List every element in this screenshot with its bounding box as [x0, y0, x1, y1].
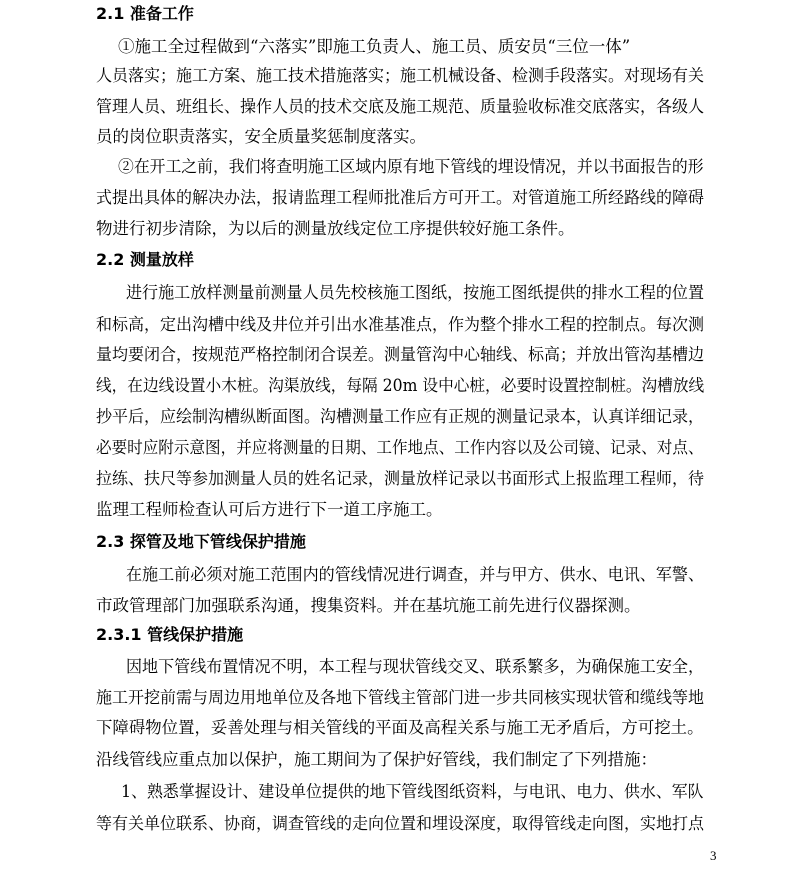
text-line: 等有关单位联系、协商，调查管线的走向位置和埋设深度，取得管线走向图，实地打点 [96, 814, 704, 833]
text-line: 人员落实；施工方案、施工技术措施落实；施工机械设备、检测手段落实。对现场有关 [96, 66, 704, 85]
section-heading-2-1: 2.1 准备工作 [96, 4, 194, 23]
text-line: 1、熟悉掌握设计、建设单位提供的地下管线图纸资料，与电讯、电力、供水、军队 [121, 782, 704, 801]
text-line: ②在开工之前，我们将查明施工区域内原有地下管线的埋设情况，并以书面报告的形 [118, 157, 704, 176]
text-line: 线，在边线设置小木桩。沟渠放线，每隔 20m 设中心桩，必要时设置控制桩。沟槽放线 [96, 376, 705, 395]
text-line: 因地下管线布置情况不明，本工程与现状管线交叉、联系繁多，为确保施工安全， [126, 657, 704, 676]
text-line: 式提出具体的解决办法，报请监理工程师批准后方可开工。对管道施工所经路线的障碍 [96, 188, 704, 207]
text-line: 沿线管线应重点加以保护，施工期间为了保护好管线，我们制定了下列措施： [96, 750, 657, 769]
text-line: 量均要闭合，按规范严格控制闭合误差。测量管沟中心轴线、标高；并放出管沟基槽边 [96, 345, 704, 364]
text-line: 必要时应附示意图，并应将测量的日期、工作地点、工作内容以及公司镜、记录、对点、 [96, 438, 704, 457]
text-line: 市政管理部门加强联系沟通，搜集资料。并在基坑施工前先进行仪器探测。 [96, 596, 641, 615]
section-heading-2-2: 2.2 测量放样 [96, 250, 194, 269]
text-line: 下障碍物位置，妥善处理与相关管线的平面及高程关系与施工无矛盾后，方可挖土。 [96, 718, 704, 737]
page-number: 3 [710, 848, 717, 863]
text-line: 进行施工放样测量前测量人员先校核施工图纸，按施工图纸提供的排水工程的位置 [126, 283, 704, 302]
text-line: 施工开挖前需与周边用地单位及各地下管线主管部门进一步共同核实现状管和缆线等地 [96, 688, 704, 707]
text-line: ①施工全过程做到“六落实”即施工负责人、施工员、质安员“三位一体” [118, 37, 631, 56]
text-line: 监理工程师检查认可后方进行下一道工序施工。 [96, 500, 443, 519]
section-heading-2-3-1: 2.3.1 管线保护措施 [96, 625, 244, 644]
text-line: 物进行初步清除，为以后的测量放线定位工序提供较好施工条件。 [96, 219, 575, 238]
text-line: 拉练、扶尺等参加测量人员的姓名记录，测量放样记录以书面形式上报监理工程师，待 [96, 469, 704, 488]
text-line: 管理人员、班组长、操作人员的技术交底及施工规范、质量验收标准交底落实，各级人 [96, 97, 704, 116]
text-line: 在施工前必须对施工范围内的管线情况进行调查，并与甲方、供水、电讯、军警、 [126, 565, 704, 584]
text-line: 抄平后，应绘制沟槽纵断面图。沟槽测量工作应有正规的测量记录本，认真详细记录， [96, 407, 704, 426]
section-heading-2-3: 2.3 探管及地下管线保护措施 [96, 532, 306, 551]
text-line: 和标高，定出沟槽中线及井位并引出水准基准点，作为整个排水工程的控制点。每次测 [96, 315, 704, 334]
text-line: 员的岗位职责落实，安全质量奖惩制度落实。 [96, 127, 426, 146]
